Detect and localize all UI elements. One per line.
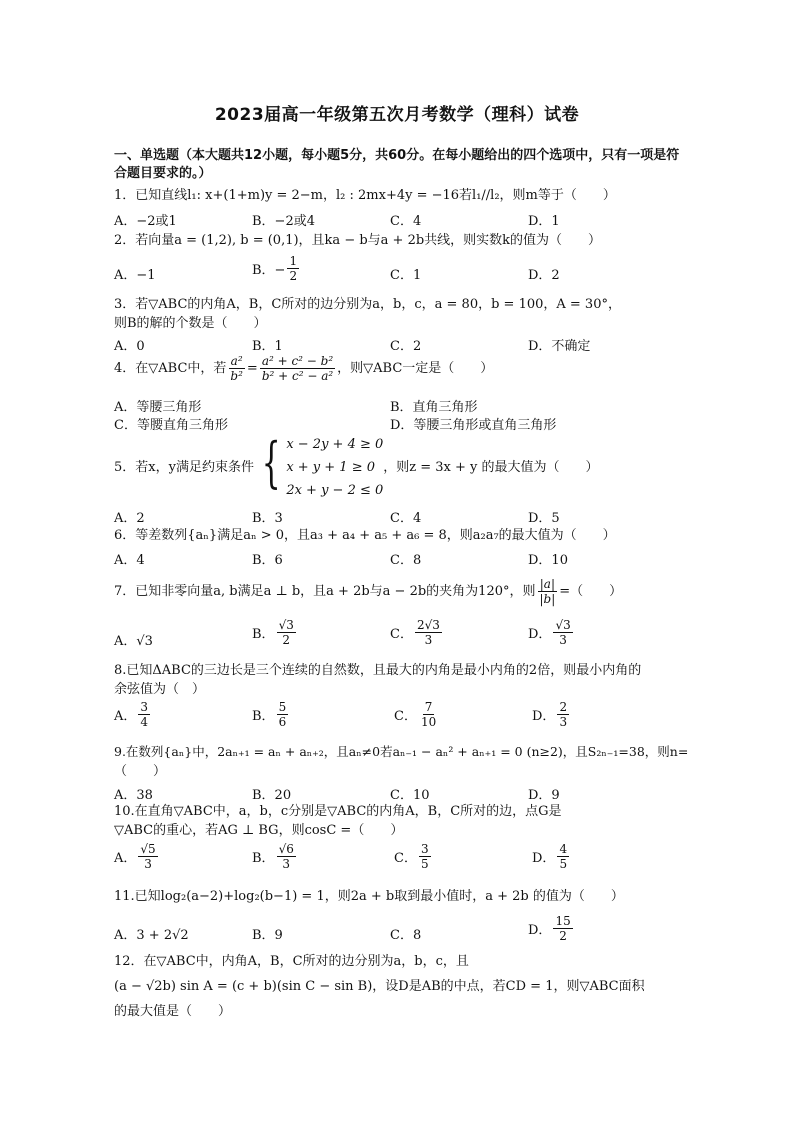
question-10-line-1: 10.在直角▽ABC中，a，b，c分别是▽ABC的内角A，B，C所对的边，点G是 — [114, 804, 562, 819]
option-a[interactable]: A．−1 — [114, 268, 156, 283]
fraction-numerator: 2 — [559, 700, 568, 714]
option-d[interactable]: D．9 — [528, 788, 560, 803]
option-d[interactable] — [528, 914, 575, 943]
fraction — [138, 700, 150, 729]
option-d-label: D． — [532, 851, 556, 866]
question-5-suffix: ，则z = 3x + y 的最大值为（ ） — [383, 459, 599, 475]
constraint-3: 2x + y − 2 ≤ 0 — [286, 482, 384, 498]
fraction-numerator: √6 — [278, 842, 294, 856]
option-d-label: D． — [528, 923, 552, 938]
fraction-denominator: b² — [230, 369, 243, 383]
fraction — [138, 842, 157, 871]
constraint-lines — [286, 433, 383, 502]
question-12-line-3: 的最大值是（ ） — [114, 1004, 232, 1019]
fraction — [287, 254, 299, 283]
fraction-denominator: 4 — [140, 715, 149, 729]
option-c-label: C． — [390, 627, 413, 642]
option-c[interactable]: C．10 — [390, 788, 430, 803]
option-c[interactable]: C．4 — [390, 214, 422, 229]
fraction-numerator: 7 — [424, 700, 433, 714]
fraction — [419, 842, 431, 871]
left-brace: { — [261, 430, 281, 494]
question-7 — [114, 573, 688, 609]
fraction-denominator: 2 — [282, 633, 291, 647]
option-a[interactable] — [114, 842, 160, 871]
question-4-suffix: ，则▽ABC一定是（ ） — [337, 361, 494, 376]
page-title: 2023届高一年级第五次月考数学（理科）试卷 — [214, 105, 580, 125]
fraction-lhs — [228, 354, 245, 383]
question-12-line-2: (a − √2b) sin A = (c + b)(sin C − sin B)，设D是AB的中点，若CD = 1，则▽ABC面积 — [114, 979, 645, 994]
option-b[interactable]: B．1 — [252, 339, 283, 354]
option-b[interactable]: B．6 — [252, 553, 283, 568]
fraction-numerator: 4 — [559, 842, 568, 856]
fraction-denominator: 3 — [424, 633, 433, 647]
constraint-system — [254, 430, 384, 502]
question-10-line-2: ▽ABC的重心，若AG ⊥ BG，则cosC =（ ） — [114, 823, 404, 838]
question-8-line-2: 余弦值为（ ） — [114, 682, 206, 697]
option-c[interactable] — [390, 618, 444, 647]
option-c[interactable] — [394, 700, 440, 729]
fraction — [538, 577, 558, 606]
question-5-prefix: 5．若x，y满足约束条件 — [114, 459, 254, 475]
fraction — [557, 700, 569, 729]
fraction-numerator: 3 — [140, 700, 149, 714]
option-a[interactable]: A．√3 — [114, 634, 153, 649]
fraction-denominator: 3 — [144, 857, 152, 871]
option-a[interactable]: A．4 — [114, 553, 145, 568]
fraction — [419, 700, 438, 729]
option-b-label: B． — [252, 627, 275, 642]
option-b-label: B． — [252, 851, 275, 866]
option-b[interactable] — [252, 254, 301, 283]
fraction-numerator: √3 — [278, 618, 294, 632]
option-a-label: A． — [114, 851, 137, 866]
fraction-denominator: 10 — [420, 715, 437, 729]
fraction — [277, 700, 289, 729]
option-c[interactable]: C．8 — [390, 928, 422, 943]
option-c-label: C． — [394, 709, 417, 724]
fraction-denominator: b² + c² − a² — [261, 369, 334, 383]
fraction-numerator: 15 — [555, 914, 571, 928]
option-b[interactable] — [252, 700, 290, 729]
fraction-numerator: 3 — [420, 842, 429, 856]
equals-sign: = — [246, 361, 258, 376]
question-4 — [114, 354, 688, 383]
section-heading: 一、单选题（本大题共12小题，每小题5分，共60分。在每小题给出的四个选项中，只有一项是符合题目要求的。） — [114, 148, 680, 181]
option-c[interactable]: C．2 — [390, 339, 422, 354]
option-a[interactable]: A．0 — [114, 339, 145, 354]
fraction-numerator: a² — [230, 354, 243, 368]
option-c[interactable]: C．8 — [390, 553, 422, 568]
fraction — [553, 914, 572, 943]
fraction — [553, 618, 572, 647]
option-d-label: D． — [528, 627, 552, 642]
option-b[interactable]: B．直角三角形 — [390, 400, 478, 415]
fraction-numerator: 5 — [278, 700, 287, 714]
fraction-denominator: 6 — [278, 715, 287, 729]
option-d[interactable]: D．等腰三角形或直角三角形 — [390, 418, 557, 433]
fraction-numerator: 2√3 — [416, 618, 440, 632]
question-11: 11.已知log₂(a−2)+log₂(b−1) = 1，则2a + b取到最小值时，a + 2b 的值为（ ） — [114, 889, 624, 904]
fraction-rhs — [260, 354, 335, 383]
option-c[interactable]: C．1 — [390, 268, 422, 283]
question-3-line-1: 3．若▽ABC的内角A，B，C所对的边分别为a，b，c，a = 80，b = 100，A = 30°， — [114, 297, 621, 312]
option-d[interactable]: D．5 — [528, 511, 560, 526]
fraction-denominator: 5 — [559, 857, 568, 871]
fraction-numerator: √3 — [555, 618, 571, 632]
option-a-label: A． — [114, 709, 137, 724]
option-a[interactable]: A．等腰三角形 — [114, 400, 202, 415]
option-a[interactable]: A．3 + 2√2 — [114, 928, 189, 943]
fraction-denominator: 5 — [420, 857, 429, 871]
question-4-prefix: 4．在▽ABC中，若 — [114, 361, 227, 376]
question-6: 6．等差数列{aₙ}满足aₙ > 0，且a₃ + a₄ + a₅ + a₆ = 8，则a₂a₇的最大值为（ ） — [114, 528, 616, 543]
fraction — [415, 618, 442, 647]
constraint-1: x − 2y + 4 ≥ 0 — [286, 436, 384, 452]
fraction-denominator: 3 — [559, 633, 567, 647]
option-b-label: B． — [252, 709, 275, 724]
constraint-2: x + y + 1 ≥ 0 — [286, 459, 376, 475]
option-c[interactable]: C．等腰直角三角形 — [114, 418, 228, 433]
question-9-line-2: （ ） — [114, 764, 167, 779]
question-9-line-1: 9.在数列{aₙ}中，2aₙ₊₁ = aₙ + aₙ₊₂，且aₙ≠0若aₙ₋₁ − aₙ² + aₙ₊₁ = 0 (n≥2)，且S₂ₙ₋₁=38，则n= — [114, 744, 689, 759]
option-b[interactable] — [252, 618, 298, 647]
fraction-denominator: |b| — [539, 591, 556, 606]
option-a[interactable]: A．−2或1 — [114, 214, 177, 229]
option-c[interactable] — [394, 842, 433, 871]
fraction-numerator: 1 — [289, 254, 298, 268]
question-2: 2．若向量a = (1,2), b = (0,1)，且ka − b与a + 2b共线，则实数k的值为（ ） — [114, 233, 602, 248]
fraction-numerator: a² + c² − b² — [261, 354, 334, 368]
question-8-line-1: 8.已知ΔABC的三边长是三个连续的自然数，且最大的内角是最小内角的2倍，则最小内角的 — [114, 663, 642, 678]
option-d[interactable]: D．2 — [528, 268, 560, 283]
option-d[interactable] — [528, 618, 575, 647]
option-d[interactable] — [532, 842, 571, 871]
option-c[interactable]: C．4 — [390, 511, 422, 526]
question-1: 1．已知直线l₁: x+(1+m)y = 2−m，l₂ : 2mx+4y = −16若l₁//l₂，则m等于（ ） — [114, 188, 616, 203]
fraction-denominator: 3 — [282, 857, 291, 871]
option-a[interactable]: A．38 — [114, 788, 153, 803]
question-5 — [114, 432, 688, 502]
option-d[interactable]: D．10 — [528, 553, 568, 568]
question-7-prefix: 7．已知非零向量a, b满足a ⊥ b，且a + 2b与a − 2b的夹角为120°，则 — [114, 583, 536, 599]
fraction — [277, 618, 296, 647]
option-d[interactable] — [532, 700, 571, 729]
option-a[interactable] — [114, 700, 152, 729]
fraction-numerator: √5 — [140, 842, 156, 856]
option-b[interactable]: B．20 — [252, 788, 292, 803]
option-d-label: D． — [532, 709, 556, 724]
option-b-label: B．− — [252, 263, 286, 278]
option-d[interactable]: D．不确定 — [528, 339, 591, 354]
option-b[interactable] — [252, 842, 298, 871]
fraction — [277, 842, 296, 871]
option-c-label: C． — [394, 851, 417, 866]
option-b[interactable]: B．3 — [252, 511, 283, 526]
question-12-line-1: 12．在▽ABC中，内角A，B，C所对的边分别为a，b，c，且 — [114, 954, 469, 969]
fraction-denominator: 3 — [559, 715, 568, 729]
option-b[interactable]: B．−2或4 — [252, 214, 315, 229]
fraction — [557, 842, 569, 871]
option-b[interactable]: B．9 — [252, 928, 283, 943]
fraction-denominator: 2 — [559, 929, 567, 943]
option-a[interactable]: A．2 — [114, 511, 145, 526]
option-d[interactable]: D．1 — [528, 214, 560, 229]
fraction-numerator: |a| — [539, 576, 556, 591]
question-3-line-2: 则B的解的个数是（ ） — [114, 316, 267, 331]
question-7-suffix: =（ ） — [559, 583, 623, 599]
fraction-denominator: 2 — [289, 269, 298, 283]
